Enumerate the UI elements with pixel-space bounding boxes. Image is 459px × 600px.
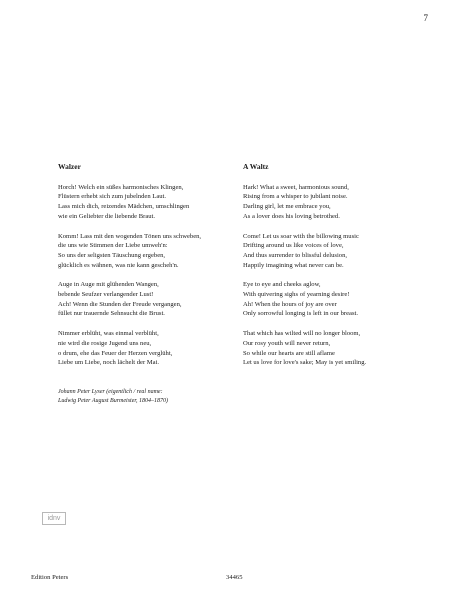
poem-line: Drifting around us like voices of love, — [243, 242, 344, 250]
german-poem — [58, 162, 238, 406]
poem-line: o drum, ehe das Feuer der Herzen verglüht, — [58, 349, 173, 357]
poem-line: Nimmer erblüht, was einmal verblüht, — [58, 330, 159, 338]
poem-line: Rising from a whisper to jubilant noise. — [243, 193, 348, 201]
poem-line: nie wird die rosige Jugend uns neu, — [58, 339, 152, 347]
plate-number: 34465 — [226, 574, 243, 581]
poem-line: So uns der seligsten Täuschung ergeben, — [58, 251, 166, 259]
poem-line: wie ein Geliebter die liebende Braut. — [58, 212, 156, 220]
publisher-name: Edition Peters — [31, 574, 69, 581]
poem-line: Let us love for love's sake; May is yet smiling. — [243, 359, 367, 367]
poem-line: So while our hearts are still aflame — [243, 349, 335, 357]
poem-line: Liebe um Liebe, noch lächelt der Mai. — [58, 359, 160, 367]
poem-line: Eye to eye and cheeks aglow, — [243, 281, 321, 289]
poem-line: Happily imagining what never can be. — [243, 261, 344, 269]
poem-line: die uns wie Stimmen der Liebe umweh'n: — [58, 242, 168, 250]
german-stanza-1 — [58, 183, 238, 222]
poem-line: Darling girl, let me embrace you, — [243, 203, 331, 211]
poem-line: glücklich es wähnen, was nie kann gescheh'n. — [58, 261, 179, 269]
poem-line: Auge in Auge mit glühenden Wangen, — [58, 281, 159, 289]
page-number: 7 — [423, 13, 428, 23]
poem-line: Lass mich dich, reizendes Mädchen, umschlingen — [58, 203, 190, 211]
poem-line: füllet nur trauernde Sehnsucht die Brust. — [58, 310, 165, 318]
english-stanza-1 — [243, 183, 433, 222]
poem-line: bebende Seufzer verlangender Lust! — [58, 291, 154, 299]
english-poem — [243, 162, 433, 378]
poem-line: Only sorrowful longing is left in our breast. — [243, 310, 359, 318]
poem-line: Ach! Wenn die Stunden der Freude vergangen, — [58, 300, 182, 308]
attribution-line: Ludwig Peter August Burmeister, 1804–1870) — [58, 397, 169, 404]
poem-line: Our rosy youth will never return, — [243, 339, 331, 347]
english-stanza-2 — [243, 232, 433, 271]
german-stanza-4 — [58, 329, 238, 368]
poem-line: Komm! Lass mit den wogenden Tönen uns schweben, — [58, 232, 202, 240]
german-poem-title: Walzer — [58, 162, 81, 171]
poem-line: Flüstern erhebt sich zum jubelnden Laut. — [58, 193, 167, 201]
author-attribution — [58, 388, 238, 406]
attribution-line: Johann Peter Lyser (eigentlich / real name: — [58, 388, 163, 395]
poem-line: With quivering sighs of yearning desire! — [243, 291, 350, 299]
poem-line: That which has wilted will no longer bloom, — [243, 330, 361, 338]
german-stanza-3 — [58, 280, 238, 319]
poem-line: And thus surrender to blissful delusion, — [243, 251, 348, 259]
poem-line: As a lover does his loving betrothed. — [243, 212, 340, 220]
poem-line: Hark! What a sweet, harmonious sound, — [243, 183, 349, 191]
idnv-logo: idnv — [42, 512, 66, 525]
poem-line: Come! Let us soar with the billowing music — [243, 232, 359, 240]
poem-line: Ah! When the hours of joy are over — [243, 300, 337, 308]
english-poem-title: A Waltz — [243, 162, 269, 171]
english-stanza-3 — [243, 280, 433, 319]
english-stanza-4 — [243, 329, 433, 368]
poem-line: Horch! Welch ein süßes harmonisches Klingen, — [58, 183, 184, 191]
german-stanza-2 — [58, 232, 238, 271]
